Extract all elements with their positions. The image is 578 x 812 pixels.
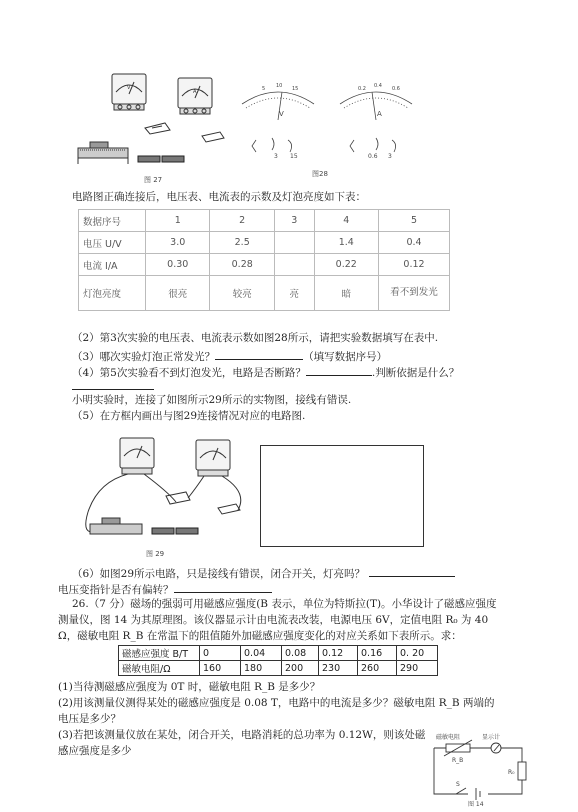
sub-question-1: (1)当待测磁感应强度为 0T 时，磁敏电阻 R_B 是多少？ bbox=[58, 681, 321, 693]
fig28-left-terminal-1: 3 bbox=[274, 153, 278, 160]
question-3-text: （3）哪次实验灯泡正常发光？ bbox=[72, 351, 216, 363]
table-cell: 1 bbox=[146, 210, 210, 232]
fig28-left-terminal-2: 15 bbox=[290, 153, 298, 160]
table-cell: 0.12 bbox=[379, 254, 450, 276]
table-row bbox=[119, 661, 438, 676]
table-cell: 0. 20 bbox=[397, 646, 438, 661]
figure-14-drawing bbox=[428, 732, 528, 808]
question-26-line-2: 测量仪，图 14 为其原理图。该仪器显示计由电流表改装，电源电压 6V，定值电阻 R₀ 为 40 bbox=[58, 614, 489, 626]
table-cell: 0.16 bbox=[358, 646, 397, 661]
table-cell: 0.30 bbox=[146, 254, 210, 276]
question-2: （2）第3次实验的电压表、电流表示数如图28所示，请把实验数据填写在表中. bbox=[72, 332, 439, 344]
table-cell: 4 bbox=[314, 210, 378, 232]
table-cell: 0 bbox=[200, 646, 241, 661]
answer-blank[interactable] bbox=[369, 565, 455, 577]
sub-question-3-line-2: 感应强度是多少 bbox=[58, 745, 132, 757]
fig28-right-scale-1: 0.2 bbox=[358, 86, 366, 92]
question-6b-text: 电压变指针是否有偏转？ bbox=[58, 584, 174, 596]
table-cell: 180 bbox=[241, 661, 282, 676]
table-cell: 2 bbox=[210, 210, 274, 232]
sub-question-2-line-2: 电压是多少？ bbox=[58, 713, 121, 725]
table-cell: 0.04 bbox=[241, 646, 282, 661]
table-cell bbox=[274, 232, 314, 254]
table-cell: 0.28 bbox=[210, 254, 274, 276]
fig28-left-unit: V bbox=[279, 110, 284, 118]
fig28-right-unit: A bbox=[377, 110, 382, 118]
intro-text: 电路图正确连接后，电压表、电流表的示数及灯泡亮度如下表： bbox=[72, 191, 366, 203]
table-cell: 3 bbox=[274, 210, 314, 232]
table-row bbox=[79, 232, 450, 254]
fig28-right-terminal-1: 0.6 bbox=[368, 153, 378, 160]
figure-27-caption: 图 27 bbox=[144, 176, 163, 184]
figure-28-drawing bbox=[236, 78, 416, 188]
question-5: （5）在方框内画出与图29连接情况对应的电路图. bbox=[72, 410, 306, 422]
table-cell bbox=[274, 254, 314, 276]
fig28-left-scale-1: 5 bbox=[262, 86, 266, 92]
fig28-right-terminal-2: 3 bbox=[388, 153, 392, 160]
table-cell: 0.08 bbox=[282, 646, 319, 661]
sub-question-3-line-1: (3)若把该测量仪放在某处，闭合开关，电路消耗的总功率为 0.12W，则该处磁 bbox=[58, 729, 426, 741]
question-6b bbox=[58, 581, 272, 597]
table-cell: 0.22 bbox=[314, 254, 378, 276]
question-26-line-3: Ω，磁敏电阻 R_B 在常温下的阻值随外加磁感应强度变化的对应关系如下表所示。求： bbox=[58, 630, 462, 642]
fig28-left-scale-3: 15 bbox=[292, 86, 299, 92]
table-row bbox=[119, 646, 438, 661]
question-3-hint: （填写数据序号） bbox=[303, 351, 388, 363]
table-cell: 磁感应强度 B/T bbox=[119, 646, 200, 661]
answer-blank[interactable] bbox=[306, 364, 372, 376]
answer-blank[interactable] bbox=[174, 581, 272, 593]
table-cell: 230 bbox=[319, 661, 358, 676]
fig14-r0: R₀ bbox=[508, 769, 515, 776]
table-cell: 2.5 bbox=[210, 232, 274, 254]
figure-27-drawing bbox=[70, 68, 235, 188]
table-cell: 160 bbox=[200, 661, 241, 676]
table-cell: 290 bbox=[397, 661, 438, 676]
question-3 bbox=[72, 348, 387, 364]
table-cell: 0.12 bbox=[319, 646, 358, 661]
fig14-rb: R_B bbox=[452, 757, 464, 764]
table-cell: 5 bbox=[379, 210, 450, 232]
table-row bbox=[79, 210, 450, 232]
table-cell: 很亮 bbox=[146, 276, 210, 311]
table-cell: 磁敏电阻/Ω bbox=[119, 661, 200, 676]
table-cell: 亮 bbox=[274, 276, 314, 311]
table-cell: 电压 U/V bbox=[79, 232, 146, 254]
sub-question-2-line-1: (2)用该测量仪测得某处的磁感应强度是 0.08 T，电路中的电流是多少？磁敏电阻 R_B 两端的 bbox=[58, 697, 495, 709]
table-cell: 3.0 bbox=[146, 232, 210, 254]
table-cell: 较亮 bbox=[210, 276, 274, 311]
figure-27 bbox=[70, 68, 235, 188]
table-cell: 260 bbox=[358, 661, 397, 676]
question-4-text: （4）第5次实验看不到灯泡发光，电路是否断路？ bbox=[72, 367, 306, 379]
figure-14-caption: 图 14 bbox=[468, 801, 484, 808]
fig28-left-scale-2: 10 bbox=[276, 83, 283, 89]
figure-28-caption: 图28 bbox=[312, 170, 328, 178]
question-6 bbox=[72, 565, 455, 581]
figure-29-drawing bbox=[78, 432, 258, 560]
table-cell: 1.4 bbox=[314, 232, 378, 254]
fig14-meter-label: 显示计 bbox=[482, 734, 501, 741]
table-cell: 暗 bbox=[314, 276, 378, 311]
magnetic-table bbox=[118, 645, 438, 676]
svg-text:V: V bbox=[127, 85, 131, 91]
fig14-rb-label: 磁敏电阻 bbox=[436, 734, 461, 741]
question-6-text: （6）如图29所示电路，只是接线有错误，闭合开关，灯亮吗？ bbox=[72, 568, 366, 580]
table-cell: 数据序号 bbox=[79, 210, 146, 232]
drawing-box[interactable] bbox=[260, 445, 424, 547]
fig28-right-scale-3: 0.6 bbox=[392, 86, 400, 92]
table-cell: 电流 I/A bbox=[79, 254, 146, 276]
figure-28 bbox=[236, 78, 416, 188]
fig14-switch: S bbox=[456, 781, 460, 788]
table-cell: 200 bbox=[282, 661, 319, 676]
table-cell: 灯泡亮度 bbox=[79, 276, 146, 311]
svg-text:A: A bbox=[193, 89, 197, 95]
answer-blank[interactable] bbox=[72, 378, 154, 390]
table-row bbox=[79, 276, 450, 311]
data-table bbox=[78, 209, 450, 311]
table-row bbox=[79, 254, 450, 276]
xiaoming-text: 小明实验时，连接了如图所示29所示的实物图，接线有错误. bbox=[72, 394, 352, 406]
question-4-followup: .判断依据是什么？ bbox=[371, 367, 460, 379]
table-cell: 0.4 bbox=[379, 232, 450, 254]
fig28-right-scale-2: 0.4 bbox=[374, 83, 382, 89]
figure-29 bbox=[78, 432, 258, 560]
question-26-line-1: 26.（7 分）磁场的强弱可用磁感应强度(B 表示，单位为特斯拉(T)。小华设计了磁感应强度 bbox=[72, 598, 497, 610]
figure-29-caption: 图 29 bbox=[146, 550, 165, 558]
answer-blank[interactable] bbox=[215, 348, 303, 360]
table-cell: 看不到发光 bbox=[379, 276, 450, 311]
figure-14 bbox=[428, 732, 528, 808]
